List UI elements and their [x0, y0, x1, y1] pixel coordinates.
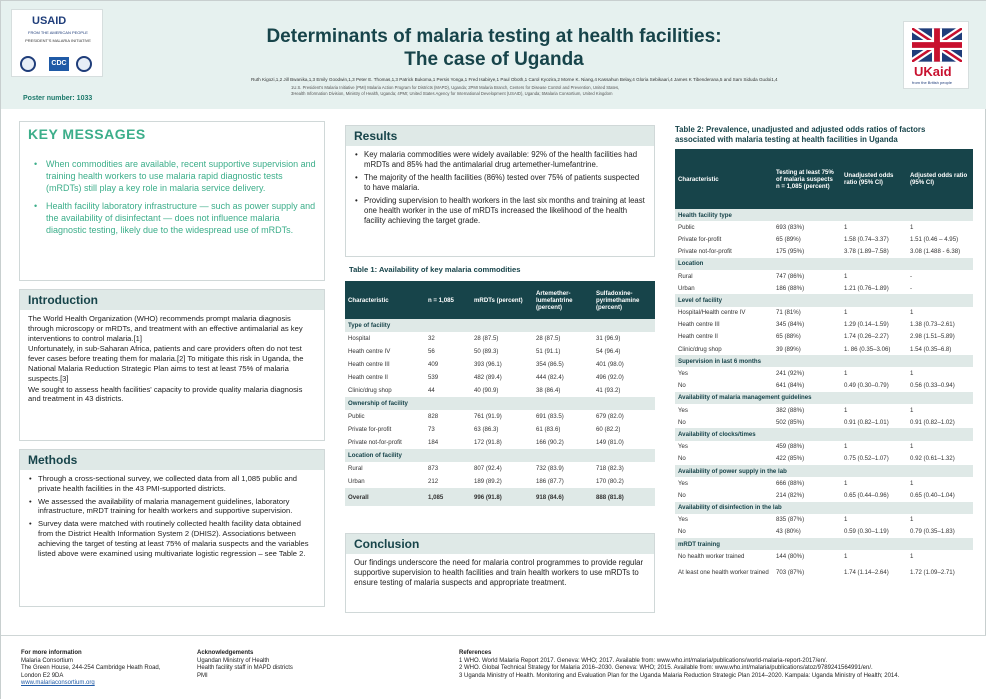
affiliations — [291, 85, 771, 96]
table-cell: 1 — [910, 406, 914, 414]
introduction-section — [19, 289, 325, 441]
table-row — [675, 550, 973, 562]
table-cell: 186 (87.7) — [536, 478, 564, 485]
usaid-logo: USAID — [32, 15, 67, 27]
table-cell: 40 (90.9) — [474, 387, 499, 394]
column-header: Testing at least 75% of malaria suspects n = 1,085 (percent) — [773, 149, 841, 209]
group-label: Location of facility — [345, 449, 655, 462]
methods-body — [20, 470, 324, 558]
pmi-logo: PRESIDENT'S MALARIA INITIATIVE — [25, 38, 91, 43]
table-cell: 641 (84%) — [776, 382, 805, 390]
reference-line: 2 WHO. Global Technical Strategy for Malaria 2016–2030. Geneva: WHO; 2015. Available from: www.who.int/malaria/publications/atoz/9789241564991/en/. — [459, 665, 873, 672]
table2-title: Table 2: Prevalence, unadjusted and adjusted odds ratios of factors associated with malaria testing at health facilities in Uganda — [675, 125, 926, 144]
table-cell: 1 — [844, 443, 848, 451]
table-cell: 1 — [844, 370, 848, 378]
table-cell: 0.59 (0.30–1.19) — [844, 528, 889, 536]
table-row — [345, 371, 655, 384]
affiliation-line: 3Health Information Division, Ministry of Health, Uganda; 4PMI; United States Agency for International Development (USAID), Uganda; 5Malaria Consortium, United Kingdom — [291, 90, 613, 96]
conclusion-heading: Conclusion — [346, 534, 654, 554]
table-cell: 214 (82%) — [776, 491, 805, 499]
table-group-row — [675, 355, 973, 367]
table1 — [345, 281, 655, 506]
table-cell: 539 — [428, 374, 439, 381]
table-cell: Hospital — [348, 335, 371, 342]
table-cell: 50 (89.3) — [474, 348, 499, 355]
table-cell: 71 (81%) — [776, 309, 801, 317]
table-cell: 31 (96.9) — [596, 335, 621, 342]
hhs-seal-icon — [20, 56, 36, 72]
table-group-row — [675, 258, 973, 270]
references-heading: References — [459, 650, 492, 656]
table-cell: 718 (82.3) — [596, 465, 624, 472]
table-cell: 56 — [428, 348, 435, 355]
table-cell: 1. 86 (0.35–3.06) — [844, 345, 891, 353]
table-row — [675, 477, 973, 489]
paragraph: Unfortunately, in sub-Saharan Africa, patients and care providers often do not test fever cases before treating them for malaria.[2] To mitigate this risk in Uganda, the National Malaria Reduction Strategic Plan aims to test at least 75% of malaria suspects.[3] — [28, 344, 304, 383]
table-cell: 0.75 (0.52–1.07) — [844, 455, 889, 463]
usaid-tagline: FROM THE AMERICAN PEOPLE — [28, 30, 88, 35]
table-group-row — [345, 319, 655, 332]
table-cell: 1 — [910, 443, 914, 451]
table-row — [675, 331, 973, 343]
table-cell: Yes — [678, 370, 688, 378]
methods-section — [19, 449, 325, 607]
results-section — [345, 125, 655, 257]
introduction-body — [20, 310, 324, 404]
table-cell: 747 (86%) — [776, 272, 805, 280]
table-cell: 807 (92.4) — [474, 465, 502, 472]
contact-info — [21, 650, 191, 688]
table-cell: 835 (87%) — [776, 516, 805, 524]
table-row — [345, 384, 655, 397]
table-cell: 1 — [844, 309, 848, 317]
table-cell: 38 (86.4) — [536, 387, 561, 394]
table-group-row — [345, 449, 655, 462]
table-cell: Public — [348, 413, 365, 420]
key-messages-list — [32, 158, 316, 241]
table-cell: Urban — [678, 284, 695, 292]
table-group-row — [675, 428, 973, 440]
table-cell: 828 — [428, 413, 439, 420]
table-cell: 43 (80%) — [776, 528, 801, 536]
table-cell: 693 (83%) — [776, 223, 805, 231]
table-row — [675, 343, 973, 355]
table-group-row — [675, 538, 973, 550]
table-group-row — [675, 465, 973, 477]
acknowledgement-line: Ugandan Ministry of Health — [197, 657, 270, 664]
table-cell: 496 (92.0) — [596, 374, 624, 381]
group-label: Health facility type — [675, 209, 973, 221]
table-cell: Private not-for-profit — [348, 439, 402, 446]
table-cell: 1.74 (1.14–2.64) — [844, 568, 889, 576]
table-cell: 28 (87.5) — [536, 335, 561, 342]
table-total-row — [345, 488, 655, 506]
table-cell: 409 — [428, 361, 439, 368]
table-row — [675, 319, 973, 331]
table-row — [675, 416, 973, 428]
table-cell: 422 (85%) — [776, 455, 805, 463]
poster-number: Poster number: 1033 — [23, 95, 93, 102]
table-cell: 2.98 (1.51–5.89) — [910, 333, 955, 341]
key-message-item: • When commodities are available, recent supportive supervision and training health workers to use malaria rapid diagnostic tests (mRDTs) still play a key role in malaria service delivery. — [32, 158, 316, 195]
table-cell: 1 — [844, 223, 848, 231]
table-cell: 0.79 (0.35–1.83) — [910, 528, 955, 536]
table-cell: 41 (93.2) — [596, 387, 621, 394]
table-cell: 1 — [844, 516, 848, 524]
contact-line: London E2 9DA — [21, 672, 64, 679]
table-cell: 0.91 (0.82–1.01) — [844, 418, 889, 426]
ukaid-tagline: from the British people — [912, 80, 953, 85]
table-cell: Overall — [345, 488, 425, 506]
table-row — [675, 404, 973, 416]
table-cell: 0.49 (0.30–0.79) — [844, 382, 889, 390]
table-cell: 0.92 (0.61–1.32) — [910, 455, 955, 463]
table-row — [675, 307, 973, 319]
table-cell: Yes — [678, 479, 688, 487]
table-group-row — [675, 209, 973, 221]
table-cell: Yes — [678, 443, 688, 451]
table-cell: Heath centre II — [678, 333, 718, 341]
table-row — [675, 246, 973, 258]
table-cell: No — [678, 455, 686, 463]
column-header: n = 1,085 — [425, 281, 471, 319]
ukaid-wordmark: UKaid — [914, 64, 952, 79]
group-label: Availability of malaria management guidelines — [675, 392, 973, 404]
table-cell: 888 (81.8) — [593, 488, 655, 506]
group-label: Availability of clocks/times — [675, 428, 973, 440]
table-cell: No — [678, 418, 686, 426]
table-cell: 73 — [428, 426, 435, 433]
table-cell: 679 (82.0) — [596, 413, 624, 420]
table-cell: 166 (90.2) — [536, 439, 564, 446]
table-cell: Rural — [678, 272, 693, 280]
table-cell: 1.29 (0.14–1.59) — [844, 321, 889, 329]
table-cell: 918 (84.6) — [533, 488, 593, 506]
table-cell: 51 (91.1) — [536, 348, 561, 355]
table-cell: 1 — [910, 552, 914, 560]
table-row — [675, 526, 973, 538]
table-row — [675, 367, 973, 379]
reference-line: 1 WHO. World Malaria Report 2017. Geneva: WHO; 2017. Available from: www.who.int/malaria/publications/world-malaria-report-2017/en/. — [459, 657, 828, 664]
table-cell: No — [678, 528, 686, 536]
table-cell: Public — [678, 223, 695, 231]
table1-title: Table 1: Availability of key malaria commodities — [349, 265, 521, 274]
table-cell: 459 (88%) — [776, 443, 805, 451]
group-label: Location — [675, 258, 973, 270]
list-item: • The majority of the health facilities (86%) tested over 75% of patients suspected to have malaria. — [354, 173, 646, 193]
table-row — [345, 410, 655, 423]
table-group-row — [675, 392, 973, 404]
table-cell: 1 — [910, 370, 914, 378]
table-cell: 1 — [844, 406, 848, 414]
table-cell: 1.72 (1.09–2.71) — [910, 568, 955, 576]
table-cell: Clinic/drug shop — [678, 345, 722, 353]
table-cell: Clinic/drug shop — [348, 387, 392, 394]
table-row — [675, 270, 973, 282]
results-heading: Results — [346, 126, 654, 146]
table-row — [345, 423, 655, 436]
partner-logos — [11, 9, 103, 77]
table-cell: 502 (85%) — [776, 418, 805, 426]
table-cell: 354 (86.5) — [536, 361, 564, 368]
group-label: Type of facility — [345, 319, 655, 332]
table-cell: Rural — [348, 465, 363, 472]
table-cell: Private not-for-profit — [678, 248, 732, 256]
table-cell: 65 (88%) — [776, 333, 801, 341]
table-cell: 393 (96.1) — [474, 361, 502, 368]
table-cell: Heath centre III — [678, 321, 720, 329]
table-cell: 482 (89.4) — [474, 374, 502, 381]
table-cell: Yes — [678, 406, 688, 414]
usaid-seal-icon — [76, 56, 92, 72]
table-cell: No health worker trained — [678, 552, 745, 560]
introduction-heading: Introduction — [20, 290, 324, 310]
table-cell: 444 (82.4) — [536, 374, 564, 381]
table-cell: 65 (89%) — [776, 235, 801, 243]
table-cell: 1.74 (0.26–2.27) — [844, 333, 889, 341]
table-cell: Heath centre IV — [348, 348, 391, 355]
table-cell: 1 — [910, 516, 914, 524]
table-cell: Hospital/Health centre IV — [678, 309, 746, 317]
poster-footer — [1, 635, 986, 699]
union-flag-icon — [912, 28, 962, 62]
table-row — [345, 345, 655, 358]
table-cell: 996 (91.8) — [471, 488, 533, 506]
table-row — [345, 462, 655, 475]
column-header: Unadjusted odds ratio (95% CI) — [841, 149, 907, 209]
table-cell: 0.91 (0.82–1.02) — [910, 418, 955, 426]
table-cell: 1.54 (0.35–6.8) — [910, 345, 952, 353]
table-cell: 1.58 (0.74–3.37) — [844, 235, 889, 243]
table2 — [675, 149, 973, 582]
table-row — [675, 514, 973, 526]
reference-line: 3 Uganda Ministry of Health. Monitoring and Evaluation Plan for the Uganda Malaria Reduction Strategic Plan 2014–2020. Kampala: Uganda Ministry of Health; 2014. — [459, 672, 900, 679]
acknowledgement-line: Health facility staff in MAPD districts — [197, 665, 293, 672]
table-cell: Urban — [348, 478, 365, 485]
table-cell: 212 — [428, 478, 439, 485]
table-cell: 1 — [844, 552, 848, 560]
table-cell: At least one health worker trained — [678, 568, 769, 576]
table-row — [675, 233, 973, 245]
table-group-row — [675, 294, 973, 306]
column-header: Sulfadoxine-pyrimethamine (percent) — [593, 281, 655, 319]
table-cell: 666 (88%) — [776, 479, 805, 487]
table-cell: 149 (81.0) — [596, 439, 624, 446]
table-cell: 703 (87%) — [776, 568, 805, 576]
group-label: Availability of power supply in the lab — [675, 465, 973, 477]
list-item: • Through a cross-sectional survey, we collected data from all 1,085 public and private health facilities in the 43 PMI-supported districts. — [28, 474, 316, 494]
results-body — [346, 146, 654, 226]
acknowledgement-line: PMI — [197, 672, 208, 679]
references — [459, 650, 979, 680]
table-cell: Yes — [678, 516, 688, 524]
table-cell: 61 (83.6) — [536, 426, 561, 433]
table-cell: 3.08 (1.488 - 6.38) — [910, 248, 961, 256]
table-cell: 732 (83.9) — [536, 465, 564, 472]
table-cell: 144 (80%) — [776, 552, 805, 560]
table-cell: 691 (83.5) — [536, 413, 564, 420]
list-item: • We assessed the availability of malaria management guidelines, laboratory infrastructure, mRDT training for health workers and supportive supervision. — [28, 497, 316, 517]
table-row — [675, 562, 973, 582]
methods-heading: Methods — [20, 450, 324, 470]
table-cell: 241 (92%) — [776, 370, 805, 378]
table-cell: - — [910, 272, 913, 280]
table-group-row — [345, 397, 655, 410]
table-cell: 175 (95%) — [776, 248, 805, 256]
table-row — [675, 282, 973, 294]
table-cell: Heath centre III — [348, 361, 390, 368]
results-list — [354, 150, 646, 226]
table-row — [675, 489, 973, 501]
acknowledgements — [197, 650, 357, 680]
website-link[interactable]: www.malariaconsortium.org — [21, 680, 95, 687]
affiliation-line: 1U.S. President's Malaria Initiative (PMI) Malaria Action Program for Districts (MAPD), Uganda; 2PMI Malaria Branch, Centers for Disease Control and Prevention, United States, — [291, 85, 620, 90]
table-cell: No — [678, 491, 686, 499]
table-cell: 1 — [910, 223, 914, 231]
paragraph: We sought to assess health facilities' capacity to provide quality malaria diagnosis and treatment in 43 districts. — [28, 384, 303, 404]
title-line-2: The case of Uganda — [404, 49, 584, 70]
table-cell: 0.65 (0.40–1.04) — [910, 491, 955, 499]
list-item: • Key malaria commodities were widely available: 92% of the health facilities had mRDTs and 85% had the antimalarial drug artemether-lumefantrine. — [354, 150, 646, 170]
ukaid-logo — [903, 21, 969, 89]
poster-header — [1, 1, 986, 109]
table-cell: Private for-profit — [348, 426, 392, 433]
key-message-item: • Health facility laboratory infrastructure — such as power supply and the availability of disinfectant — does not influence malaria diagnostic testing, likely due to the widespread use of mRDTs. — [32, 200, 316, 237]
table-cell: Private for-profit — [678, 235, 722, 243]
table-row — [675, 380, 973, 392]
table-cell: 32 — [428, 335, 435, 342]
table-row — [345, 436, 655, 449]
table-header-row — [675, 149, 973, 209]
table-group-row — [675, 502, 973, 514]
conclusion-body: Our findings underscore the need for malaria control programmes to provide regular supportive supervision to health facilities and train health workers to use mRDTs to ensure testing of malaria suspects and appropriate treatment. — [354, 558, 644, 587]
column-header: Characteristic — [345, 281, 425, 319]
list-item: • Survey data were matched with routinely collected health facility data obtained from the District Health Information System 2 (DHIS2). Associations between achieving the target of testing at least 75% of malaria suspects and the variables listed above were examined using multivariate logistic regression – see Table 2. — [28, 519, 316, 558]
acknowledgements-heading: Acknowledgements — [197, 650, 254, 656]
table-cell: 1 — [844, 272, 848, 280]
table-cell: 3.78 (1.89–7.58) — [844, 248, 889, 256]
table-cell: 1.38 (0.73–2.61) — [910, 321, 955, 329]
table-cell: 0.56 (0.33–0.94) — [910, 382, 955, 390]
table-cell: 170 (80.2) — [596, 478, 624, 485]
table-cell: 401 (98.0) — [596, 361, 624, 368]
table-row — [675, 453, 973, 465]
table-cell: 1 — [844, 479, 848, 487]
group-label: Supervision in last 6 months — [675, 355, 973, 367]
conclusion-section — [345, 533, 655, 613]
table-cell: 761 (91.9) — [474, 413, 502, 420]
table-cell: 54 (96.4) — [596, 348, 621, 355]
group-label: Ownership of facility — [345, 397, 655, 410]
table-row — [675, 221, 973, 233]
table-cell: 44 — [428, 387, 435, 394]
paragraph: The World Health Organization (WHO) recommends prompt malaria diagnosis through microscopy or mRDTs, and treatment with an effective antimalarial as key interventions to control malaria.[1] — [28, 314, 303, 343]
key-messages-title: KEY MESSAGES — [28, 126, 146, 142]
table-cell: - — [910, 284, 913, 292]
column-header: Characteristic — [675, 149, 773, 209]
table-row — [345, 332, 655, 345]
table-cell: 28 (87.5) — [474, 335, 499, 342]
table-cell: 1 — [910, 479, 914, 487]
table-cell: No — [678, 382, 686, 390]
title-line-1: Determinants of malaria testing at health facilities: — [266, 26, 722, 47]
table-header-row — [345, 281, 655, 319]
table-cell: 184 — [428, 439, 439, 446]
table-cell: 39 (89%) — [776, 345, 801, 353]
table-cell: 60 (82.2) — [596, 426, 621, 433]
contact-line: Malaria Consortium — [21, 657, 74, 664]
table-cell: 345 (84%) — [776, 321, 805, 329]
author-list: Ruth Kigozi,1,2 Jill Bwanika,1,3 Emily Goodwin,1,3 Peter E. Thomas,1,3 Patrick Bukoma,1 Persis Yonga,1 Fred Isabirye,1 Paul Oboth,1 Carol Kyozira,2 Morne K. Niang,4 Kassahun Belay,4 Gloria Sebikaari,4 James K Tibenderana,5 and Sam Siduda Gudoi1,4 — [251, 77, 778, 82]
column-header: Artemether-lumefantrine (percent) — [533, 281, 593, 319]
group-label: Level of facility — [675, 294, 973, 306]
table-cell: 186 (88%) — [776, 284, 805, 292]
group-label: Availability of disinfection in the lab — [675, 502, 973, 514]
table-cell: Heath centre II — [348, 374, 388, 381]
column-header: Adjusted odds ratio (95% CI) — [907, 149, 973, 209]
contact-line: The Green House, 244-254 Cambridge Heath Road, — [21, 665, 161, 672]
table-cell: 172 (91.8) — [474, 439, 502, 446]
key-messages-panel — [19, 121, 325, 281]
contact-heading: For more information — [21, 650, 82, 656]
methods-list — [28, 474, 316, 558]
table-cell: 1.21 (0.76–1.89) — [844, 284, 889, 292]
group-label: mRDT training — [675, 538, 973, 550]
table-cell: 63 (86.3) — [474, 426, 499, 433]
table-cell: 873 — [428, 465, 439, 472]
table-cell: 189 (89.2) — [474, 478, 502, 485]
cdc-logo: CDC — [49, 57, 69, 71]
column-header: mRDTs (percent) — [471, 281, 533, 319]
list-item: • Providing supervision to health workers in the last six months and training at least one health worker in the use of mRDTs increased the likelihood of the health facility achieving the target grade. — [354, 196, 646, 226]
table-row — [345, 358, 655, 371]
table-row — [675, 441, 973, 453]
table-cell: 382 (88%) — [776, 406, 805, 414]
table-cell: 1 — [910, 309, 914, 317]
table-cell: 1.51 (0.46 – 4.95) — [910, 235, 959, 243]
table-cell: 1,085 — [425, 488, 471, 506]
table-row — [345, 475, 655, 488]
poster-title — [201, 25, 787, 71]
table-cell: 0.65 (0.44–0.96) — [844, 491, 889, 499]
